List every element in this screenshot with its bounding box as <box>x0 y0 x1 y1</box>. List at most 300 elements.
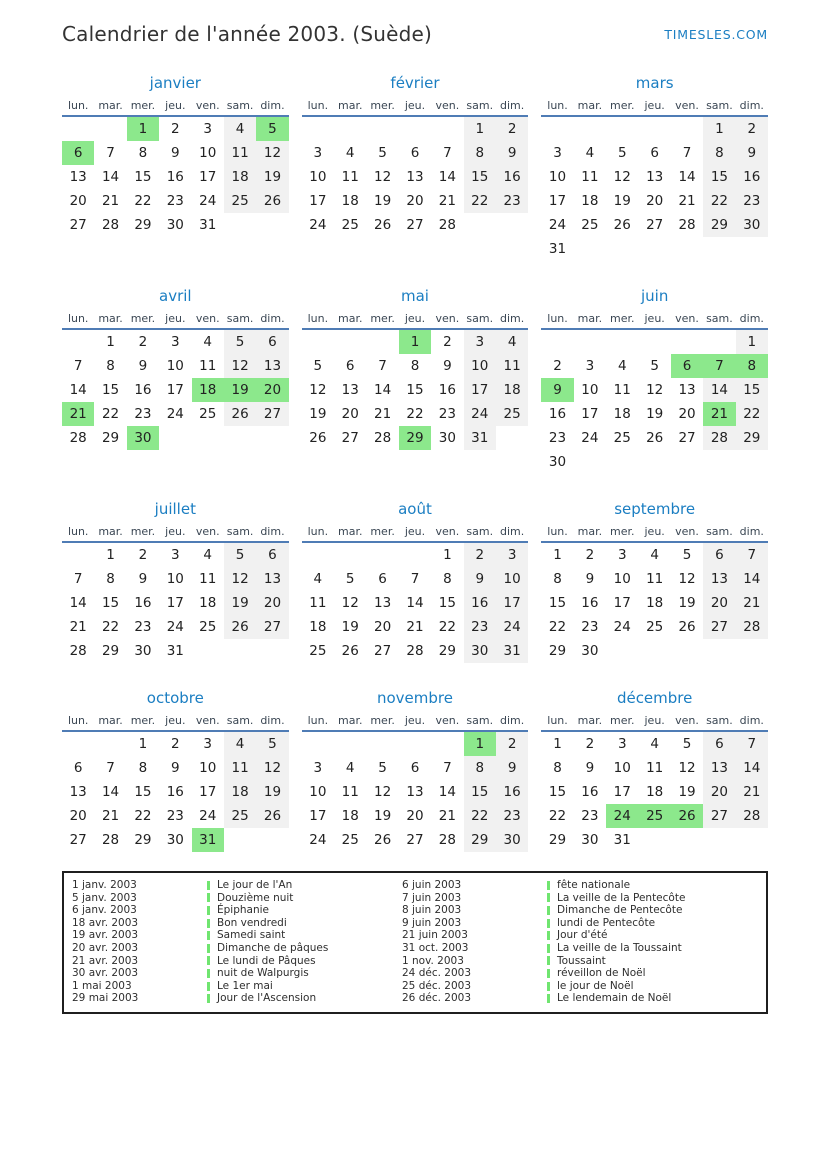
day-cell: 20 <box>703 591 735 615</box>
day-cell: 22 <box>101 406 120 422</box>
site-link[interactable]: TIMESLES.COM <box>664 27 768 42</box>
day-cell: 7 <box>443 760 452 776</box>
day-cell: 28 <box>101 217 120 233</box>
day-cell: 7 <box>73 571 83 587</box>
day-cell: 4 <box>313 571 323 587</box>
weekday-label: jeu. <box>404 99 426 112</box>
day-cell: 18 <box>192 378 224 402</box>
day-cell: 25 <box>341 832 359 848</box>
empty-cell <box>703 828 735 852</box>
legend-entry <box>547 879 758 892</box>
legend-entry <box>207 917 402 930</box>
day-cell: 21 <box>678 193 696 209</box>
day-cell: 24 <box>496 615 528 639</box>
month-title: octobre <box>146 689 204 707</box>
day-cell: 17 <box>613 784 631 800</box>
day-cell: 9 <box>541 378 573 402</box>
day-cell: 12 <box>341 595 359 611</box>
weekday-label: dim. <box>739 99 764 112</box>
day-cell: 30 <box>736 213 768 237</box>
day-cell: 6 <box>62 141 94 165</box>
day-cell: 16 <box>548 406 567 422</box>
day-cell: 9 <box>496 141 528 165</box>
day-cell: 17 <box>548 193 567 209</box>
day-cell: 15 <box>703 165 735 189</box>
day-cell: 28 <box>678 217 696 233</box>
holiday-legend <box>62 871 768 1014</box>
day-cell: 8 <box>410 358 420 374</box>
weekday-label: mer. <box>610 525 635 538</box>
day-cell: 10 <box>166 571 184 587</box>
day-cell: 14 <box>69 382 87 398</box>
day-cell: 8 <box>553 760 562 776</box>
day-cell: 18 <box>309 619 327 635</box>
day-cell: 7 <box>106 760 115 776</box>
day-cell: 31 <box>166 643 184 659</box>
day-cell: 18 <box>646 595 664 611</box>
weekday-row <box>541 714 768 732</box>
empty-cell <box>366 330 398 354</box>
day-cell: 25 <box>638 804 670 828</box>
day-cell: 18 <box>496 378 528 402</box>
day-cell: 21 <box>438 808 456 824</box>
day-cell: 8 <box>138 145 148 161</box>
day-cell: 6 <box>256 330 288 354</box>
day-cell: 6 <box>650 145 659 161</box>
weekday-label: jeu. <box>165 99 186 112</box>
month-title: février <box>390 74 440 92</box>
day-cell: 29 <box>399 426 431 450</box>
day-cell: 30 <box>464 639 496 663</box>
legend-date: 6 janv. 2003 <box>72 904 137 917</box>
day-cell: 8 <box>138 760 148 776</box>
weekday-label: mar. <box>337 99 363 112</box>
holiday-marker-icon <box>207 994 210 1003</box>
day-cell: 10 <box>548 169 567 185</box>
weekday-label: lun. <box>547 312 568 325</box>
weekday-row <box>62 714 289 732</box>
day-cell: 7 <box>682 145 692 161</box>
day-cell: 10 <box>613 571 631 587</box>
day-cell: 30 <box>438 430 456 446</box>
month-title: septembre <box>614 500 696 518</box>
legend-date: 6 juin 2003 <box>402 879 462 891</box>
day-cell: 28 <box>101 832 120 848</box>
weekday-label: jeu. <box>404 525 426 538</box>
day-cell: 4 <box>496 330 528 354</box>
day-cell: 16 <box>166 784 184 800</box>
weekday-label: jeu. <box>165 525 186 538</box>
day-cell: 28 <box>438 217 456 233</box>
empty-cell <box>606 639 638 663</box>
weekday-label: jeu. <box>165 312 186 325</box>
weekday-label: jeu. <box>644 525 665 538</box>
day-cell: 23 <box>134 619 152 635</box>
weekday-label: lun. <box>307 99 329 112</box>
day-cell: 29 <box>438 643 456 659</box>
holiday-marker-icon <box>207 919 210 928</box>
legend-holiday-name: réveillon de Noël <box>557 967 646 980</box>
empty-cell <box>302 117 334 141</box>
weekday-label: dim. <box>260 99 285 112</box>
empty-cell <box>736 828 768 852</box>
legend-entry <box>547 980 758 993</box>
weekday-row <box>302 714 529 732</box>
day-cell: 1 <box>138 736 148 752</box>
day-cell: 25 <box>613 430 631 446</box>
day-cell: 24 <box>464 402 496 426</box>
day-cell: 21 <box>69 619 87 635</box>
empty-cell <box>159 426 191 450</box>
day-cell: 28 <box>736 804 768 828</box>
weekday-label: mar. <box>337 525 363 538</box>
day-cell: 25 <box>224 804 256 828</box>
empty-cell <box>671 330 703 354</box>
weekday-row <box>302 312 529 330</box>
day-cell: 9 <box>443 358 452 374</box>
empty-cell <box>638 237 670 261</box>
legend-date: 18 avr. 2003 <box>72 916 139 929</box>
day-cell: 2 <box>496 117 528 141</box>
day-cell: 6 <box>703 732 735 756</box>
weekday-label: ven. <box>195 714 220 727</box>
day-cell: 21 <box>438 193 456 209</box>
day-cell: 27 <box>406 217 424 233</box>
empty-cell <box>736 237 768 261</box>
day-cell: 31 <box>192 828 224 852</box>
empty-cell <box>256 828 288 852</box>
empty-cell <box>606 330 638 354</box>
legend-holiday-name: nuit de Walpurgis <box>217 967 309 980</box>
weekday-row <box>62 312 289 330</box>
legend-holiday-name: fête nationale <box>557 879 631 891</box>
day-cell: 9 <box>736 141 768 165</box>
weekday-label: dim. <box>499 714 525 727</box>
month-fevrier <box>302 74 529 261</box>
day-cell: 17 <box>613 595 631 611</box>
day-cell: 1 <box>106 547 115 563</box>
day-cell: 14 <box>736 756 768 780</box>
day-cell: 31 <box>496 639 528 663</box>
day-cell: 22 <box>464 189 496 213</box>
day-cell: 7 <box>443 145 452 161</box>
day-cell: 4 <box>203 334 212 350</box>
day-cell: 11 <box>613 382 631 398</box>
day-cell: 6 <box>410 760 420 776</box>
weekday-label: mar. <box>577 99 603 112</box>
day-cell: 3 <box>585 358 595 374</box>
day-cell: 11 <box>341 169 359 185</box>
empty-cell <box>366 543 398 567</box>
day-cell: 16 <box>464 591 496 615</box>
day-cell: 11 <box>199 571 217 587</box>
month-avril <box>62 287 289 474</box>
day-cell: 24 <box>309 217 327 233</box>
empty-cell <box>574 450 606 474</box>
empty-cell <box>496 213 528 237</box>
holiday-marker-icon <box>207 881 210 890</box>
day-cell: 29 <box>101 643 120 659</box>
day-cell: 2 <box>736 117 768 141</box>
day-cell: 7 <box>73 358 83 374</box>
day-cell: 19 <box>374 808 392 824</box>
day-cell: 11 <box>309 595 327 611</box>
day-cell: 11 <box>224 756 256 780</box>
weekday-label: lun. <box>547 525 568 538</box>
day-cell: 27 <box>69 217 87 233</box>
legend-holiday-name: le jour de Noël <box>557 979 634 992</box>
day-cell: 24 <box>166 619 184 635</box>
empty-cell <box>574 330 606 354</box>
month-title: décembre <box>616 689 693 707</box>
empty-cell <box>224 639 256 663</box>
weekday-row <box>302 99 529 117</box>
days-grid <box>62 117 289 237</box>
legend-date: 25 déc. 2003 <box>402 979 471 992</box>
day-cell: 2 <box>496 732 528 756</box>
day-cell: 5 <box>682 736 692 752</box>
day-cell: 15 <box>548 784 567 800</box>
empty-cell <box>334 330 366 354</box>
day-cell: 11 <box>224 141 256 165</box>
day-cell: 23 <box>166 808 184 824</box>
weekday-label: ven. <box>675 312 699 325</box>
day-cell: 2 <box>171 121 180 137</box>
weekday-label: dim. <box>739 714 764 727</box>
day-cell: 16 <box>581 784 599 800</box>
day-cell: 19 <box>256 780 288 804</box>
day-cell: 29 <box>548 832 567 848</box>
legend-entry <box>207 992 402 1005</box>
weekday-label: dim. <box>260 714 285 727</box>
day-cell: 17 <box>309 808 327 824</box>
legend-date: 19 avr. 2003 <box>72 929 139 942</box>
day-cell: 3 <box>171 334 180 350</box>
day-cell: 12 <box>224 567 256 591</box>
day-cell: 27 <box>374 643 392 659</box>
day-cell: 13 <box>703 756 735 780</box>
empty-cell <box>574 237 606 261</box>
weekday-label: dim. <box>499 312 525 325</box>
day-cell: 18 <box>341 808 359 824</box>
legend-holiday-name: Jour d'été <box>557 929 608 942</box>
day-cell: 3 <box>313 760 323 776</box>
day-cell: 20 <box>69 193 87 209</box>
holiday-marker-icon <box>547 906 550 915</box>
day-cell: 30 <box>134 643 152 659</box>
empty-cell <box>464 213 496 237</box>
day-cell: 26 <box>678 619 696 635</box>
day-cell: 12 <box>678 571 696 587</box>
day-cell: 11 <box>581 169 599 185</box>
day-cell: 12 <box>309 382 327 398</box>
weekday-label: lun. <box>307 312 329 325</box>
day-cell: 17 <box>309 193 327 209</box>
legend-entry <box>547 892 758 905</box>
day-cell: 31 <box>464 426 496 450</box>
day-cell: 15 <box>134 784 152 800</box>
empty-cell <box>62 117 94 141</box>
day-cell: 30 <box>581 643 599 659</box>
day-cell: 7 <box>736 732 768 756</box>
weekday-label: ven. <box>435 312 460 325</box>
weekday-label: lun. <box>67 525 89 538</box>
page-header <box>62 22 768 46</box>
day-cell: 5 <box>682 547 692 563</box>
month-title: janvier <box>149 74 201 92</box>
day-cell: 19 <box>224 591 256 615</box>
holiday-marker-icon <box>547 982 550 991</box>
empty-cell <box>399 117 431 141</box>
empty-cell <box>671 237 703 261</box>
weekday-label: ven. <box>675 525 699 538</box>
weekday-label: lun. <box>67 714 89 727</box>
day-cell: 20 <box>256 378 288 402</box>
holiday-marker-icon <box>547 994 550 1003</box>
weekday-label: mer. <box>370 99 395 112</box>
empty-cell <box>736 639 768 663</box>
day-cell: 13 <box>341 382 359 398</box>
empty-cell <box>671 639 703 663</box>
day-cell: 20 <box>341 406 359 422</box>
day-cell: 23 <box>581 619 599 635</box>
day-cell: 1 <box>553 547 562 563</box>
weekday-row <box>62 525 289 543</box>
day-cell: 26 <box>224 615 256 639</box>
day-cell: 31 <box>613 832 631 848</box>
day-cell: 24 <box>309 832 327 848</box>
empty-cell <box>606 117 638 141</box>
empty-cell <box>224 828 256 852</box>
day-cell: 6 <box>256 543 288 567</box>
empty-cell <box>302 732 334 756</box>
day-cell: 1 <box>464 117 496 141</box>
weekday-label: mer. <box>130 525 156 538</box>
legend-date: 1 nov. 2003 <box>402 954 464 967</box>
days-grid <box>62 543 289 663</box>
day-cell: 10 <box>309 784 327 800</box>
day-cell: 21 <box>736 591 768 615</box>
legend-date: 30 avr. 2003 <box>72 967 139 980</box>
empty-cell <box>671 450 703 474</box>
legend-entry <box>207 929 402 942</box>
month-decembre <box>541 689 768 852</box>
legend-date: 21 juin 2003 <box>402 929 468 942</box>
day-cell: 2 <box>138 547 148 563</box>
month-mai <box>302 287 529 474</box>
weekday-label: mar. <box>577 714 603 727</box>
empty-cell <box>638 639 670 663</box>
legend-date: 20 avr. 2003 <box>72 941 139 954</box>
day-cell: 9 <box>585 571 595 587</box>
holiday-marker-icon <box>207 931 210 940</box>
weekday-label: jeu. <box>644 312 665 325</box>
weekday-label: ven. <box>195 312 220 325</box>
day-cell: 17 <box>496 591 528 615</box>
day-cell: 9 <box>138 358 148 374</box>
weekday-label: sam. <box>466 525 494 538</box>
day-cell: 18 <box>199 595 217 611</box>
days-grid <box>541 732 768 852</box>
day-cell: 23 <box>464 615 496 639</box>
days-grid <box>302 543 529 663</box>
day-cell: 16 <box>496 165 528 189</box>
legend-entry <box>547 967 758 980</box>
empty-cell <box>703 639 735 663</box>
weekday-label: mar. <box>98 714 123 727</box>
empty-cell <box>94 732 126 756</box>
day-cell: 20 <box>678 406 696 422</box>
day-cell: 19 <box>613 193 631 209</box>
day-cell: 3 <box>171 547 180 563</box>
legend-holiday-name: Jour de l'Ascension <box>217 992 317 1005</box>
day-cell: 23 <box>438 406 456 422</box>
day-cell: 14 <box>101 784 120 800</box>
empty-cell <box>192 639 224 663</box>
weekday-label: mer. <box>370 312 395 325</box>
day-cell: 16 <box>581 595 599 611</box>
day-cell: 26 <box>309 430 327 446</box>
weekday-label: mar. <box>98 525 123 538</box>
legend-date: 21 avr. 2003 <box>72 954 139 967</box>
legend-holiday-name: Dimanche de Pentecôte <box>557 904 683 917</box>
day-cell: 8 <box>703 141 735 165</box>
holiday-marker-icon <box>547 969 550 978</box>
legend-holiday-name: Samedi saint <box>217 929 286 942</box>
day-cell: 25 <box>199 619 217 635</box>
holiday-marker-icon <box>547 931 550 940</box>
weekday-label: dim. <box>739 312 764 325</box>
legend-holiday-name: Bon vendredi <box>217 916 287 929</box>
day-cell: 24 <box>166 406 184 422</box>
empty-cell <box>431 117 463 141</box>
weekday-label: dim. <box>499 99 525 112</box>
day-cell: 9 <box>171 760 180 776</box>
day-cell: 10 <box>496 567 528 591</box>
weekday-label: lun. <box>67 312 89 325</box>
day-cell: 6 <box>703 543 735 567</box>
weekday-label: sam. <box>466 99 494 112</box>
day-cell: 5 <box>256 117 288 141</box>
day-cell: 17 <box>199 784 217 800</box>
empty-cell <box>431 732 463 756</box>
weekday-label: ven. <box>675 99 699 112</box>
day-cell: 10 <box>464 354 496 378</box>
day-cell: 12 <box>374 169 392 185</box>
day-cell: 4 <box>345 145 355 161</box>
days-grid <box>541 117 768 261</box>
day-cell: 26 <box>374 217 392 233</box>
day-cell: 25 <box>646 619 664 635</box>
day-cell: 17 <box>166 382 184 398</box>
weekday-label: dim. <box>260 525 285 538</box>
day-cell: 5 <box>345 571 355 587</box>
legend-entry <box>207 904 402 917</box>
legend-holiday-name: Le lundi de Pâques <box>217 954 316 967</box>
day-cell: 10 <box>613 760 631 776</box>
day-cell: 16 <box>134 382 152 398</box>
day-cell: 18 <box>613 406 631 422</box>
month-octobre <box>62 689 289 852</box>
day-cell: 1 <box>399 330 431 354</box>
day-cell: 16 <box>134 595 152 611</box>
empty-cell <box>192 426 224 450</box>
empty-cell <box>334 543 366 567</box>
legend-entry <box>547 992 758 1005</box>
month-title: juin <box>640 287 669 305</box>
day-cell: 7 <box>736 543 768 567</box>
empty-cell <box>671 828 703 852</box>
